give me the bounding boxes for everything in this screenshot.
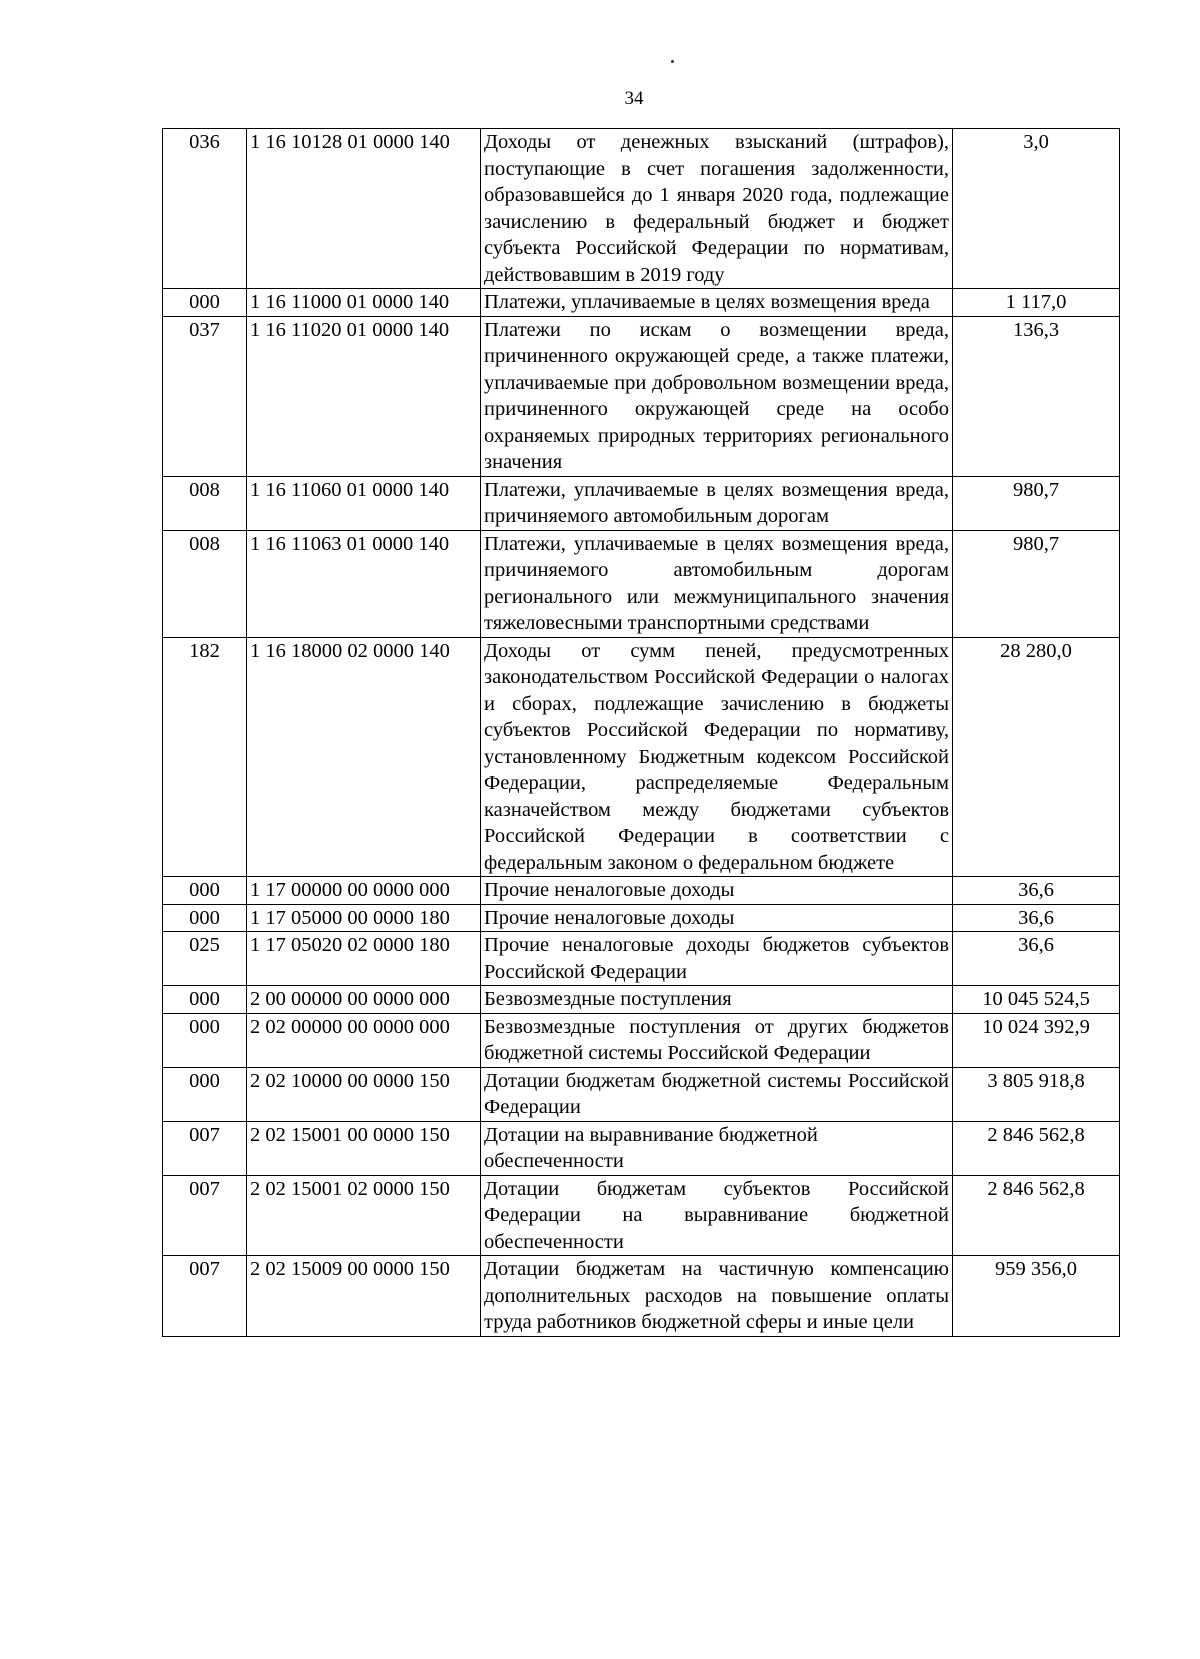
admin-code-cell: 036 <box>163 129 247 289</box>
revenue-name-cell: Прочие неналоговые доходы <box>481 904 953 932</box>
table-row <box>163 1013 1120 1067</box>
admin-code-cell: 000 <box>163 986 247 1014</box>
revenue-name-cell: Безвозмездные поступления <box>481 986 953 1014</box>
budget-classification-code-cell: 2 02 00000 00 0000 000 <box>247 1013 481 1067</box>
table-row <box>163 129 1120 289</box>
budget-classification-code-cell: 1 16 11000 01 0000 140 <box>247 289 481 317</box>
amount-cell: 28 280,0 <box>953 637 1120 877</box>
revenue-name-cell: Безвозмездные поступления от других бюджетов бюджетной системы Российской Федерации <box>481 1013 953 1067</box>
admin-code-cell: 000 <box>163 1067 247 1121</box>
admin-code-cell: 008 <box>163 530 247 637</box>
budget-classification-code-cell: 1 17 00000 00 0000 000 <box>247 877 481 905</box>
table-row <box>163 986 1120 1014</box>
amount-cell: 3 805 918,8 <box>953 1067 1120 1121</box>
amount-cell: 36,6 <box>953 932 1120 986</box>
table-row <box>163 289 1120 317</box>
amount-cell: 980,7 <box>953 530 1120 637</box>
admin-code-cell: 037 <box>163 316 247 476</box>
budget-classification-code-cell: 1 16 10128 01 0000 140 <box>247 129 481 289</box>
admin-code-cell: 008 <box>163 476 247 530</box>
admin-code-cell: 000 <box>163 289 247 317</box>
revenue-name-cell: Дотации бюджетам субъектов Российской Федерации на выравнивание бюджетной обеспеченности <box>481 1175 953 1256</box>
admin-code-cell: 000 <box>163 1013 247 1067</box>
table-row <box>163 904 1120 932</box>
budget-classification-code-cell: 1 16 11060 01 0000 140 <box>247 476 481 530</box>
table-row <box>163 316 1120 476</box>
revenue-name-cell: Доходы от денежных взысканий (штрафов), поступающие в счет погашения задолженности, образовавшейся до 1 января 2020 года, подлежащие зачислению в федеральный бюджет и бюджет субъекта Российской Федерации по нормативам, действовавшим в 2019 году <box>481 129 953 289</box>
revenue-name-cell: Платежи, уплачиваемые в целях возмещения вреда <box>481 289 953 317</box>
revenue-name-cell: Дотации на выравнивание бюджетной обеспеченности <box>481 1121 953 1175</box>
budget-classification-code-cell: 2 02 10000 00 0000 150 <box>247 1067 481 1121</box>
budget-classification-code-cell: 2 02 15001 02 0000 150 <box>247 1175 481 1256</box>
scan-dot <box>671 60 674 63</box>
budget-classification-code-cell: 2 02 15009 00 0000 150 <box>247 1256 481 1337</box>
table-row <box>163 1175 1120 1256</box>
amount-cell: 2 846 562,8 <box>953 1121 1120 1175</box>
amount-cell: 980,7 <box>953 476 1120 530</box>
admin-code-cell: 007 <box>163 1175 247 1256</box>
revenue-name-cell: Прочие неналоговые доходы бюджетов субъектов Российской Федерации <box>481 932 953 986</box>
budget-classification-code-cell: 2 00 00000 00 0000 000 <box>247 986 481 1014</box>
amount-cell: 136,3 <box>953 316 1120 476</box>
budget-classification-code-cell: 1 16 11020 01 0000 140 <box>247 316 481 476</box>
table-body <box>163 129 1120 1337</box>
table-row <box>163 530 1120 637</box>
amount-cell: 10 045 524,5 <box>953 986 1120 1014</box>
table-row <box>163 1121 1120 1175</box>
admin-code-cell: 000 <box>163 904 247 932</box>
amount-cell: 2 846 562,8 <box>953 1175 1120 1256</box>
amount-cell: 10 024 392,9 <box>953 1013 1120 1067</box>
revenue-name-cell: Платежи по искам о возмещении вреда, причиненного окружающей среде, а также платежи, уплачиваемые при добровольном возмещении вреда, причиненного окружающей среде на особо охраняемых природных территориях регионального значения <box>481 316 953 476</box>
table-row <box>163 637 1120 877</box>
admin-code-cell: 000 <box>163 877 247 905</box>
amount-cell: 1 117,0 <box>953 289 1120 317</box>
budget-classification-code-cell: 1 16 18000 02 0000 140 <box>247 637 481 877</box>
revenue-name-cell: Доходы от сумм пеней, предусмотренных законодательством Российской Федерации о налогах и сборах, подлежащие зачислению в бюджеты субъектов Российской Федерации по нормативу, установленному Бюджетным кодексом Российской Федерации, распределяемые Федеральным казначейством между бюджетами субъектов Российской Федерации в соответствии с федеральным законом о федеральном бюджете <box>481 637 953 877</box>
table-row <box>163 1067 1120 1121</box>
table-row <box>163 476 1120 530</box>
amount-cell: 3,0 <box>953 129 1120 289</box>
admin-code-cell: 182 <box>163 637 247 877</box>
revenue-name-cell: Дотации бюджетам бюджетной системы Российской Федерации <box>481 1067 953 1121</box>
budget-classification-code-cell: 1 17 05020 02 0000 180 <box>247 932 481 986</box>
revenue-name-cell: Дотации бюджетам на частичную компенсацию дополнительных расходов на повышение оплаты труда работников бюджетной сферы и иные цели <box>481 1256 953 1337</box>
table-row <box>163 932 1120 986</box>
admin-code-cell: 007 <box>163 1256 247 1337</box>
revenue-name-cell: Платежи, уплачиваемые в целях возмещения вреда, причиняемого автомобильным дорогам регионального или межмуниципального значения тяжеловесными транспортными средствами <box>481 530 953 637</box>
amount-cell: 36,6 <box>953 904 1120 932</box>
amount-cell: 959 356,0 <box>953 1256 1120 1337</box>
revenue-name-cell: Платежи, уплачиваемые в целях возмещения вреда, причиняемого автомобильным дорогам <box>481 476 953 530</box>
table-row <box>163 877 1120 905</box>
page-number: 34 <box>624 88 644 109</box>
budget-classification-code-cell: 1 17 05000 00 0000 180 <box>247 904 481 932</box>
revenue-name-cell: Прочие неналоговые доходы <box>481 877 953 905</box>
admin-code-cell: 007 <box>163 1121 247 1175</box>
table-row <box>163 1256 1120 1337</box>
budget-classification-code-cell: 1 16 11063 01 0000 140 <box>247 530 481 637</box>
budget-classification-code-cell: 2 02 15001 00 0000 150 <box>247 1121 481 1175</box>
amount-cell: 36,6 <box>953 877 1120 905</box>
admin-code-cell: 025 <box>163 932 247 986</box>
budget-revenue-table <box>162 128 1120 1337</box>
